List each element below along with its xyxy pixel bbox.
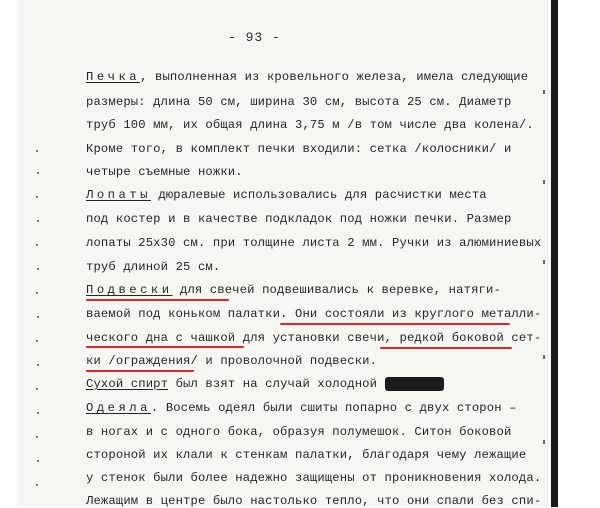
line-text: лопаты 25х30 см. при толщине листа 2 мм. Ручки из алюминиевых xyxy=(86,236,542,250)
line-text: , выполненная из кровельного железа, имела следующие xyxy=(140,70,529,84)
line-text: ческого дна с чашкой для установки свечи, редкой боковой сет- xyxy=(86,331,542,345)
margin-dot xyxy=(36,340,38,342)
red-underline-ograzhdeniya xyxy=(86,370,194,372)
line-text: . Восемь одеял были сшиты попарно с двух сторон – xyxy=(150,401,517,415)
text-line xyxy=(86,118,534,132)
heading-word: Одеяла xyxy=(86,401,151,415)
margin-dot xyxy=(36,150,38,152)
margin-dot xyxy=(36,388,38,390)
line-text: в ногах и с одного бока, образуя полумешок. Ситон боковой xyxy=(86,425,512,439)
line-text: Лежащим в центре было настолько тепло, что они спали без спи- xyxy=(86,494,542,508)
text-line xyxy=(86,95,511,109)
edge-tick xyxy=(543,440,545,444)
line-text: под костер и в качестве подкладок под ножки печки. Размер xyxy=(86,212,512,226)
margin-dot xyxy=(36,292,38,294)
text-line xyxy=(86,165,243,179)
line-text: ки /ограждения/ и проволочной подвески. xyxy=(86,354,378,368)
right-margin xyxy=(558,0,600,507)
line-text: Кроме того, в комплект печки входили: сетка /колосники/ и xyxy=(86,142,512,156)
text-line xyxy=(86,142,511,156)
margin-dot xyxy=(37,220,39,222)
text-line xyxy=(86,260,220,274)
heading-word: Подвески xyxy=(86,283,173,297)
margin-dot xyxy=(37,364,39,366)
text-line xyxy=(86,283,501,297)
struck-word: ночевки. xyxy=(384,377,445,391)
line-text: был взят на случай холодной xyxy=(168,377,385,391)
margin-dot xyxy=(37,316,39,318)
text-line xyxy=(86,377,444,391)
text-line xyxy=(86,70,528,84)
margin-dot xyxy=(36,436,38,438)
margin-dot xyxy=(37,172,39,174)
text-line xyxy=(86,212,511,226)
text-line xyxy=(86,307,541,321)
line-text: труб длиной 25 см. xyxy=(86,260,221,274)
text-line xyxy=(86,471,541,485)
edge-tick xyxy=(543,260,545,264)
red-underline-sostoyali xyxy=(280,323,510,325)
edge-tick xyxy=(543,90,545,94)
margin-dot xyxy=(37,268,39,270)
line-text: размеры: длина 50 см, ширина 30 см, высота 25 см. Диаметр xyxy=(86,95,512,109)
edge-tick xyxy=(543,180,545,184)
line-text: у стенок были более надежно защищены от проникновения холода. xyxy=(86,471,542,485)
text-line xyxy=(86,236,541,250)
margin-dot xyxy=(36,244,38,246)
heading-word: Лопаты xyxy=(86,188,151,202)
text-line xyxy=(86,494,541,508)
line-text: для свечей подвешивались к веревке, натяги- xyxy=(172,283,501,297)
margin-dot xyxy=(36,196,38,198)
margin-dot xyxy=(37,412,39,414)
heading-word: Сухой спирт xyxy=(86,377,169,391)
left-margin xyxy=(0,0,18,507)
page-edge-shadow xyxy=(551,0,558,507)
line-text: четыре съемные ножки. xyxy=(86,165,243,179)
page-number: - 93 - xyxy=(228,30,281,45)
margin-dot xyxy=(37,460,39,462)
text-line xyxy=(86,188,487,202)
red-underline-dna xyxy=(86,346,244,348)
margin-dot xyxy=(36,484,38,486)
text-line xyxy=(86,354,377,368)
text-line xyxy=(86,331,541,345)
heading-word: Печка xyxy=(86,70,141,84)
text-line xyxy=(86,401,517,415)
text-line xyxy=(86,425,511,439)
line-text: ваемой под коньком палатки. Они состояли из круглого металли- xyxy=(86,307,542,321)
line-text: труб 100 мм, их общая длина 3,75 м /в том числе два колена/. xyxy=(86,118,534,132)
red-underline-setki xyxy=(380,347,512,349)
red-underline-podveski xyxy=(86,299,229,301)
text-line xyxy=(86,448,526,462)
line-text: стороной их клали к стенкам палатки, благодаря чему лежащие xyxy=(86,448,527,462)
line-text: дюралевые использовались для расчистки места xyxy=(150,188,487,202)
edge-tick xyxy=(543,355,545,359)
